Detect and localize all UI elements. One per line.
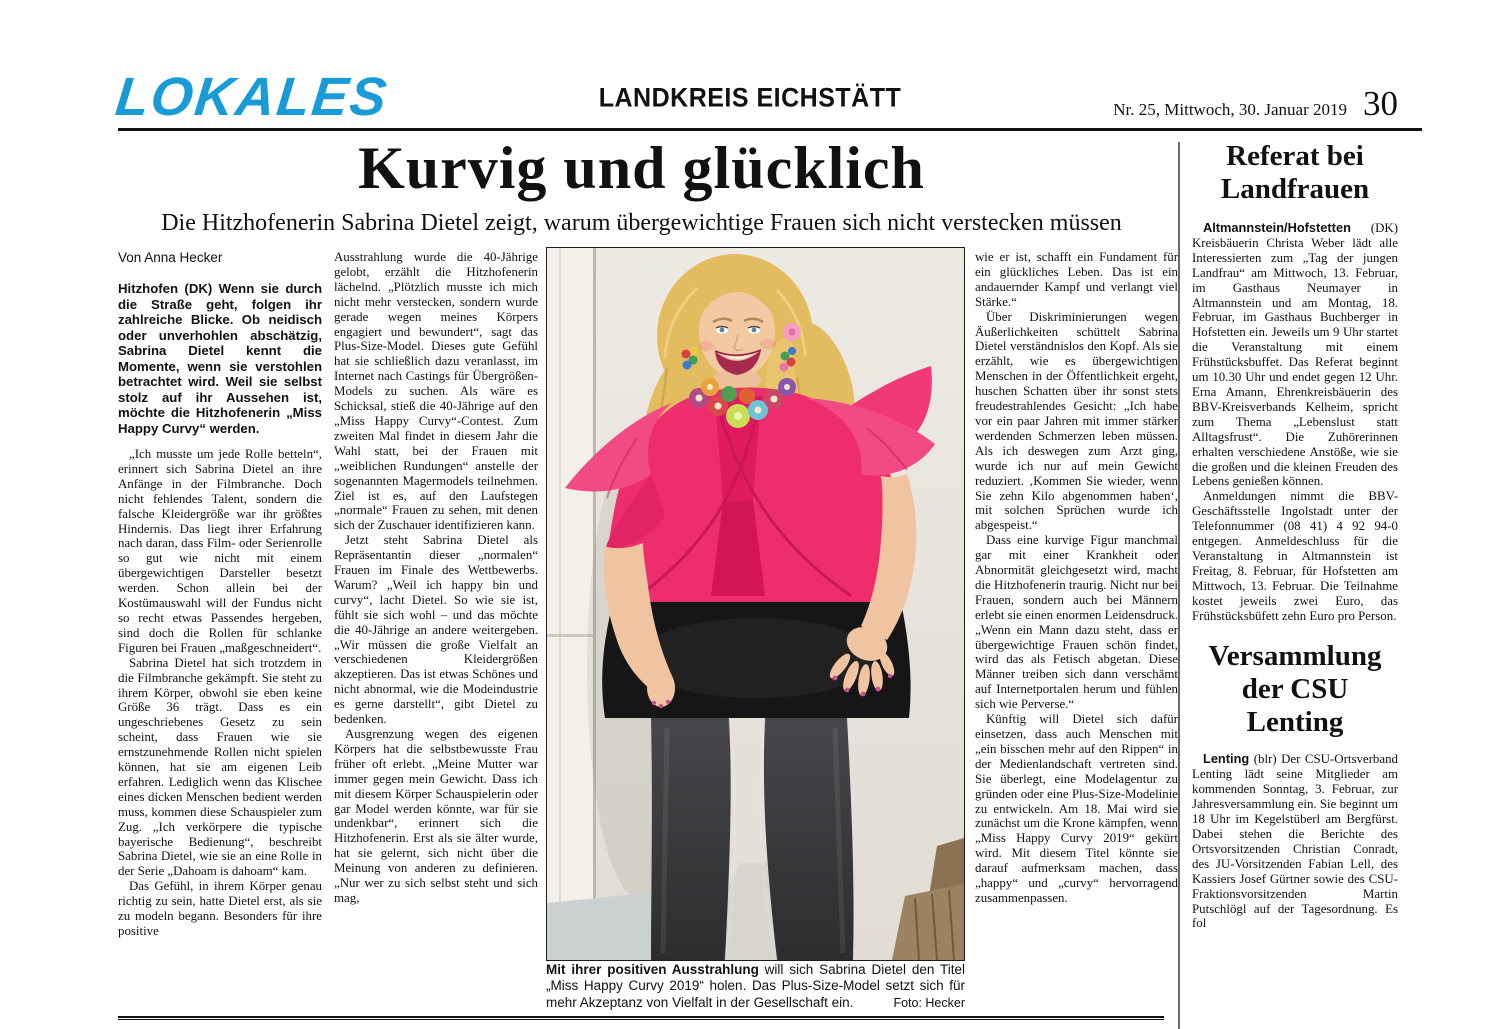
paragraph: Jetzt steht Sabrina Dietel als Repräsentantin dieser „normalen“ Frauen im Finale des Wettbewerbs. Warum? „Weil ich happy bin und curvy“, lacht Dietel. So wie sie ist, fühlt sie sich wohl – und das möchte die 40-Jährige an andere weitergeben. „Wir müssen die große Vielfalt an verschiedenen Kleidergrößen akzeptieren. Das ist etwas Schönes und nicht abnormal, wie die Modeindustrie es gerne darstellt“, gibt Dietel zu bedenken. — [334, 533, 538, 727]
sidebar-article-title: Referat bei Landfrauen — [1220, 140, 1370, 205]
article-column-3 — [975, 250, 1178, 1018]
issue-line — [1113, 84, 1398, 124]
paragraph: Das Gefühl, in ihrem Körper genau richtig zu sein, hatte Dietel erst, als sie zu modeln begann. Besonders für ihre positive — [118, 879, 322, 938]
hair-flower — [783, 323, 801, 341]
paragraph: Anmeldungen nimmt die BBV-Geschäftsstelle Ingolstadt unter der Telefonnummer (08 41) 4 92 94-0 entgegen. Anmeldeschluss für die Veranstaltung in Altmannstein ist Freitag, 8. Februar, für Hofstetten am Mittwoch, 13. Februar. Die Teilnahme kostet jeweils zwei Euro, das Frühstücksbüfett zehn Euro pro Person. — [1192, 489, 1398, 623]
section-logo: LOKALES — [112, 67, 392, 127]
sidebar-article-title: Versammlung der CSU Lenting — [1208, 640, 1382, 739]
dateline-location: Lenting — [1203, 751, 1250, 767]
photo-caption — [546, 962, 965, 1011]
paragraph: Künftig will Dietel sich dafür einsetzen, dass auch Menschen mit „ein bisschen mehr auf den Rippen“ in der Medienlandschaft vertreten sind. Sie überlegt, eine Modelagentur zu gründen oder eine Plus-Size-Modelinie zu entwickeln. Am 18. Mai wird sie zunächst um die Krone kämpfen, wenn „Miss Happy Curvy 2019“ gekürt wird. Mit diesem Titel könnte sie darauf aufmerksam machen, dass „happy“ und „curvy“ hervorragend zusammenpassen. — [975, 712, 1178, 905]
region-title: LANDKREIS EICHSTÄTT — [598, 82, 902, 114]
article-bottom-rule — [118, 1016, 1164, 1020]
paragraph-text: (DK) Kreisbäuerin Christa Weber lädt alle Interessierten zum „Tag der jungen Landfrau“ am Mittwoch, 13. Februar, im Gasthaus Neumayer in Altmannstein und am Montag, 18. Februar, im Gasthaus Buchberger in Hofstetten ein. Jeweils um 9 Uhr startet die Veranstaltung mit einem Frühstücksbuffet. Das Referat beginnt um 10.30 Uhr und endet gegen 12 Uhr. Erna Amann, Ehrenkreisbäuerin des BBV-Kreisverbands Kelheim, spricht zum Thema „Lebenslust statt Alltagsfrust“. Die Zuhörerinnen erhalten verschiedene Anstöße, wie sie die großen und die kleinen Freuden des Lebens genießen können. — [1192, 221, 1398, 489]
photo-credit: Foto: Hecker — [893, 995, 965, 1010]
paragraph: Ausstrahlung wurde die 40-Jährige gelobt, erzählt die Hitzhofenerin lächelnd. „Plötzlich musste ich mich nicht mehr verstecken, sondern wurde gerade wegen meines Körpers engagiert und bewundert“, sagt das Plus-Size-Model. Dieses gute Gefühl hat sie schließlich dazu veranlasst, im Internet nach Castings für Übergrößen-Models zu suchen. Als wäre es Schicksal, stieß die 40-Jährige auf den „Miss Happy Curvy“-Contest. Zum zweiten Mal findet in diesem Jahr die Wahl statt, bei der Frauen mit „weiblichen Rundungen“ anstelle der sogenannten Magermodels teilnehmen. Ziel ist es, auf den Laufstegen „normale“ Frauen zu sehen, mit denen sich der Zuschauer identifizieren kann. — [334, 250, 538, 533]
issue-date: Nr. 25, Mittwoch, 30. Januar 2019 — [1113, 100, 1347, 119]
article-title: Kurvig und glücklich — [358, 135, 925, 201]
paragraph — [1192, 752, 1398, 931]
paragraph: Ausgrenzung wegen des eigenen Körpers hat die selbstbewusste Frau früher oft erlebt. „Meine Mutter war immer gegen mein Gewicht. Dass ich mit diesem Körper Schauspielerin oder gar Model werden könnte, war für sie undenkbar“, erinnert sich die Hitzhofenerin. Erst als sie älter wurde, hat sie gelernt, sich nicht über die Meinung von anderen zu definieren. „Nur wer zu sich selbst steht und sich mag, — [334, 727, 538, 905]
paragraph — [1192, 221, 1398, 489]
page-number: 30 — [1363, 84, 1398, 123]
article-column-2 — [334, 250, 538, 1018]
paragraph: Über Diskriminierungen wegen Äußerlichkeiten schüttelt Sabrina Dietel verständnislos den Kopf. Als sie erzählt, wie es übergewichtigen Menschen in der Öffentlichkeit ergeht, huschen Schatten über ihr sonst stets freudestrahlendes Gesicht: „Ich habe vor ein paar Jahren mit immer stärker werdenden Schmerzen leben müssen. Als ich deswegen zum Arzt ging, wurde ich nur auf mein Gewicht reduziert. ‚Kommen Sie wieder, wenn Sie zehn Kilo abgenommen haben‘, mit solchen Sprüchen wurde ich abgespeist.“ — [975, 309, 1178, 533]
woman-in-pink-top-illustration — [547, 248, 964, 960]
lead-paragraph: Hitzhofen (DK) Wenn sie durch die Straße geht, folgen ihr zahlreiche Blicke. Ob neidisch oder unverhohlen abschätzig, Sabrina Dietel kennt die Momente, wenn sie verstohlen betrachtet wird. Weil sie selbst stolz auf ihr Aussehen ist, möchte die Hitzhofenerin „Miss Happy Curvy“ werden. — [118, 281, 322, 436]
header-rule — [118, 128, 1422, 131]
article-photo — [546, 247, 965, 961]
sidebar — [1192, 140, 1398, 1029]
paragraph: Sabrina Dietel hat sich trotzdem in die Filmbranche gekämpft. Sie steht zu ihrem Körper, obwohl sie eben keine Größe 36 trägt. Dass es ein ungeschriebenes Gesetz zu sein scheint, dass Frauen wie sie ernstzunehmende Rollen nicht spielen können, hat sie am eigenen Leib erfahren. Lediglich wenn das Klischee eines dicken Menschen bedient werden muss, kommen diese Schauspieler zum Zug. „Ich verkörpere die typische bayerische Bedienung“, beschreibt Sabrina Dietel, wie sie an eine Rolle in der Serie „Dahoam is dahoam“ kam. — [118, 655, 322, 879]
paragraph: Dass eine kurvige Figur manchmal gar mit einer Krankheit oder Abnormität gleichgesetzt wird, macht die Hitzhofenerin traurig. Nicht nur bei Frauen, sondern auch bei Männern erlebt sie einen enormen Leidensdruck. „Wenn ein Mann dazu steht, dass er übergewichtige Frauen schön findet, wird das als Fetisch abgetan. Diese Männer treiben sich dann verschämt auf Internetportalen herum und fühlen sich wie Perverse.“ — [975, 533, 1178, 712]
article-subtitle: Die Hitzhofenerin Sabrina Dietel zeigt, warum übergewichtige Frauen sich nicht verstecken müssen — [161, 210, 1122, 236]
caption-text: will sich Sabrina Dietel den Titel „Miss Happy Curvy 2019“ holen. Das Plus-Size-Model setzt sich für mehr Akzeptanz von Vielfalt in der Gesellschaft ein. — [546, 962, 965, 1010]
paragraph: „Ich musste um jede Rolle betteln“, erinnert sich Sabrina Dietel an ihre Anfänge in der Filmbranche. Doch nicht fehlendes Talent, sondern die falsche Kleidergröße war ihr größtes Hindernis. Das liegt ihrer Erfahrung nach daran, dass Film- oder Serienrolle so gut wie nicht mit einem übergewichtigen Darsteller besetzt werden. Schon allein bei der Kostümauswahl will der Fundus nicht so recht etwas Passendes hergeben, sind doch die Rollen für schlanke Figuren bei Frauen „maßgeschneidert“. — [118, 447, 322, 655]
article-column-1 — [118, 250, 322, 1018]
caption-lead: Mit ihrer positiven Ausstrahlung — [546, 962, 759, 977]
byline: Von Anna Hecker — [118, 250, 223, 265]
paragraph-text: (blr) Der CSU-Ortsverband Lenting lädt seine Mitglieder am kommenden Sonntag, 3. Februar, zur Jahresversammlung ein. Sie beginnt um 18 Uhr im Kegelstüberl am Bergfürst. Dabei stehen die Berichte des Ortsvorsitzenden Christian Conradt, des JU-Vorsitzenden Fabian Lell, des Kassiers Josef Gürtner sowie des CSU-Fraktionsvorsitzenden Martin Putschlögl auf der Tagesordnung. Es fol — [1192, 752, 1398, 931]
column-divider — [1178, 142, 1180, 1029]
dateline-location: Altmannstein/Hofstetten — [1203, 220, 1351, 235]
paragraph: wie er ist, schafft ein Fundament für ein glückliches Leben. Das ist ein andauernder Kampf und verlangt viel Stärke.“ — [975, 250, 1178, 309]
